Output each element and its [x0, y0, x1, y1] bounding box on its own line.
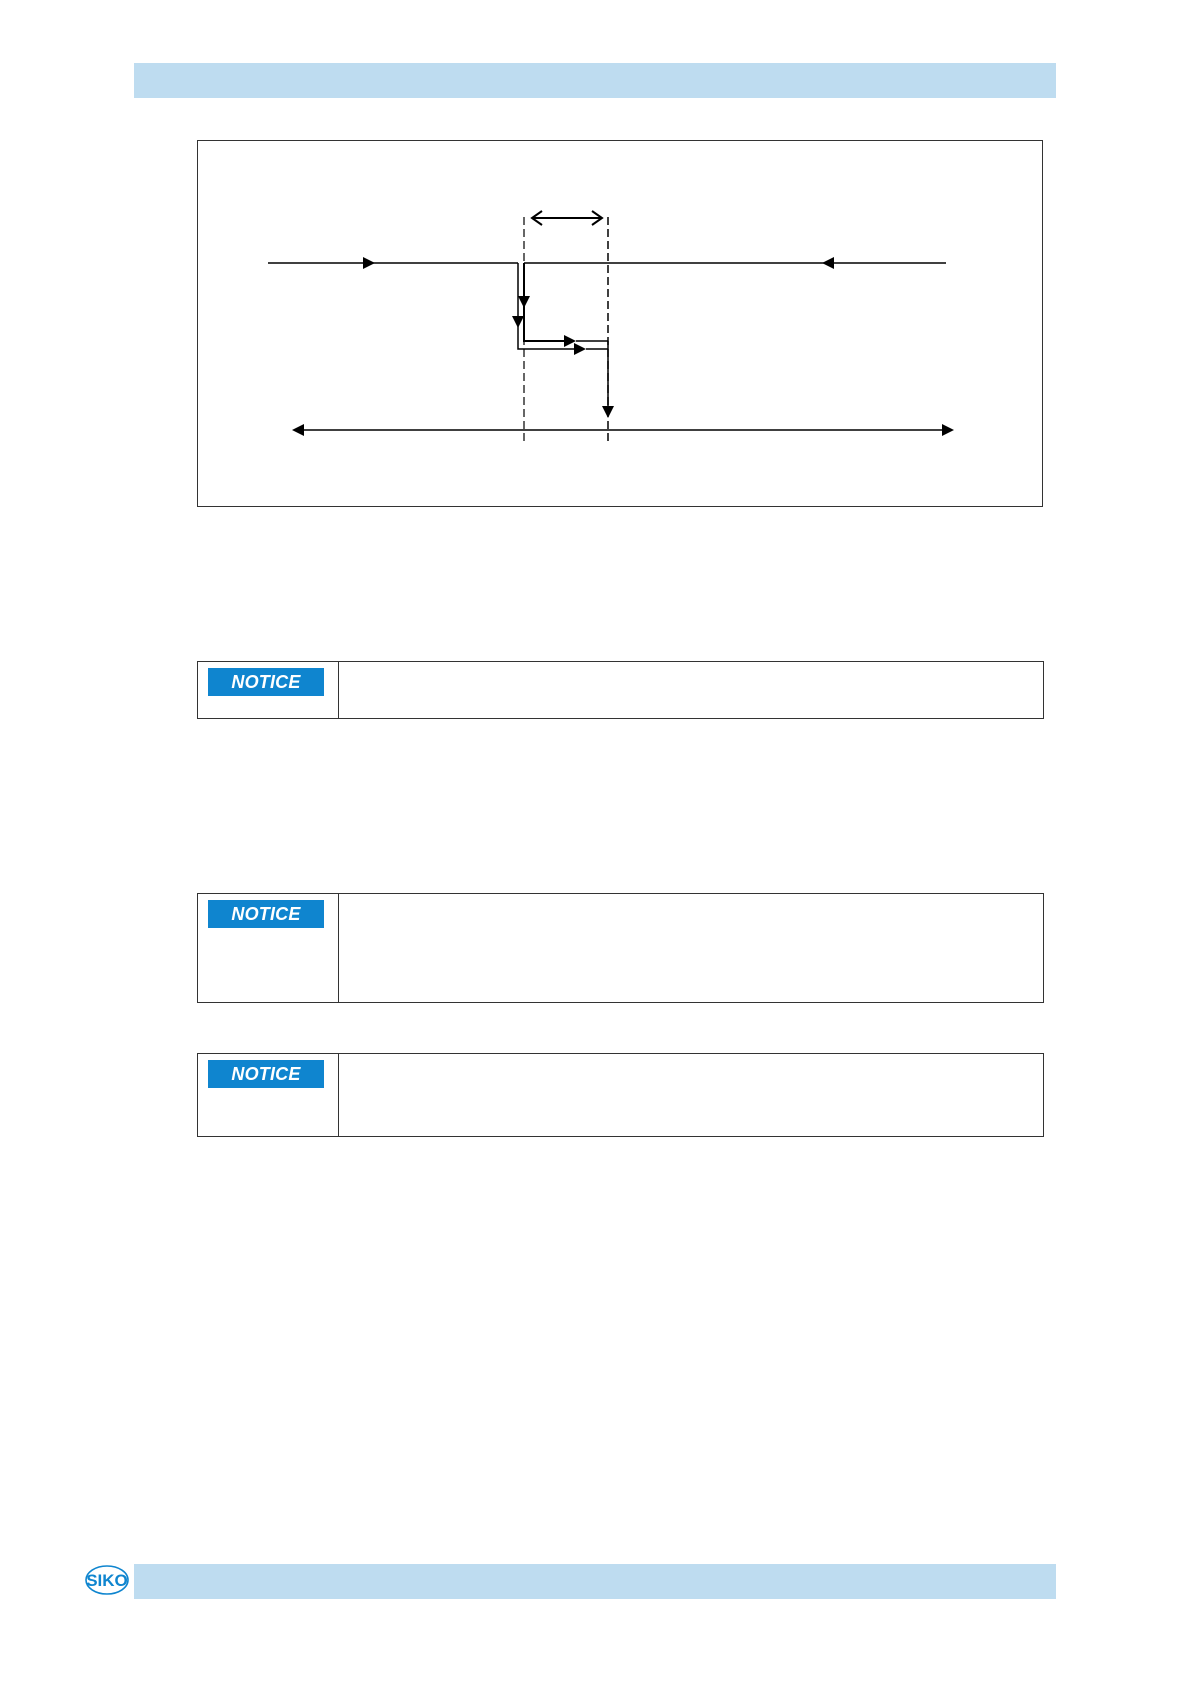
notice-badge: NOTICE — [208, 668, 324, 696]
notice-box-2 — [197, 893, 1044, 1003]
drop-path-1-arrow-right — [574, 343, 586, 355]
notice-badge: NOTICE — [208, 900, 324, 928]
drop-path-1-arrow-down — [512, 316, 524, 328]
timing-diagram-svg — [198, 141, 1044, 508]
notice-label-cell — [198, 662, 339, 718]
bottom-axis-right-arrow — [942, 424, 954, 436]
drop-path-2-arrow-down — [518, 296, 530, 308]
timing-diagram — [197, 140, 1043, 507]
signal-arrow-right — [363, 257, 375, 269]
drop-path-2 — [524, 263, 564, 341]
output-arrow-down — [602, 406, 614, 418]
notice-badge: NOTICE — [208, 1060, 324, 1088]
notice-box-3 — [197, 1053, 1044, 1137]
notice-content-cell — [339, 1054, 1043, 1136]
header-band — [134, 63, 1056, 98]
footer-band — [134, 1564, 1056, 1599]
notice-box-1 — [197, 661, 1044, 719]
notice-label-cell — [198, 894, 339, 1002]
siko-logo — [84, 1561, 130, 1599]
bottom-axis-left-arrow — [292, 424, 304, 436]
notice-content-cell — [339, 894, 1043, 1002]
signal-arrow-left — [822, 257, 834, 269]
logo-text: SIKO — [86, 1571, 128, 1590]
notice-label-cell — [198, 1054, 339, 1136]
notice-content-cell — [339, 662, 1043, 718]
